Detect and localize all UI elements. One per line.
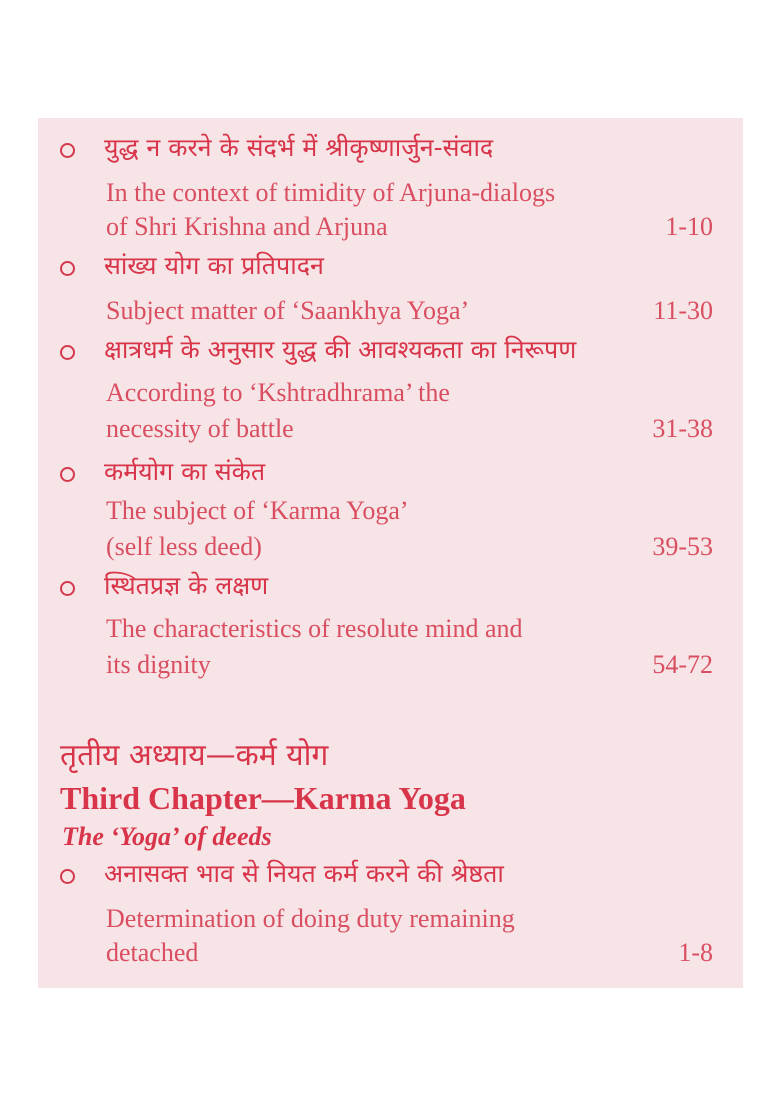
entry-english-title: Subject matter of ‘Saankhya Yoga’ xyxy=(106,296,470,325)
entry-hindi-title: क्षात्रधर्म के अनुसार युद्ध की आवश्यकता का निरूपण xyxy=(104,335,577,364)
entry-page-range: 11-30 xyxy=(653,296,713,325)
entry-english-title: detached xyxy=(106,938,199,967)
entry-hindi-title: स्थितप्रज्ञ के लक्षण xyxy=(104,571,269,600)
entry-hindi-title: कर्मयोग का संकेत xyxy=(104,457,266,486)
entry-english-title: its dignity xyxy=(106,650,211,679)
book-page xyxy=(38,118,743,988)
entry-page-range: 1-8 xyxy=(678,938,713,967)
circle-bullet-icon xyxy=(60,467,75,482)
chapter-english-title: Third Chapter—Karma Yoga xyxy=(60,780,466,816)
chapter-hindi-title: तृतीय अध्याय—कर्म योग xyxy=(60,738,329,773)
entry-english-title: Determination of doing duty remaining xyxy=(106,904,515,933)
entry-english-title: necessity of battle xyxy=(106,414,294,443)
entry-hindi-title: सांख्य योग का प्रतिपादन xyxy=(104,251,324,280)
chapter-subtitle: The ‘Yoga’ of deeds xyxy=(62,822,272,851)
entry-english-title: (self less deed) xyxy=(106,532,262,561)
entry-hindi-title: युद्ध न करने के संदर्भ में श्रीकृष्णार्जुन-संवाद xyxy=(104,133,494,162)
circle-bullet-icon xyxy=(60,143,75,158)
entry-english-title: According to ‘Kshtradhrama’ the xyxy=(106,378,450,407)
entry-english-title: of Shri Krishna and Arjuna xyxy=(106,212,388,241)
entry-english-title: In the context of timidity of Arjuna-dialogs xyxy=(106,178,556,207)
circle-bullet-icon xyxy=(60,345,75,360)
entry-page-range: 54-72 xyxy=(652,650,713,679)
entry-hindi-title: अनासक्त भाव से नियत कर्म करने की श्रेष्ठता xyxy=(104,859,504,888)
entry-page-range: 39-53 xyxy=(652,532,713,561)
entry-english-title: The characteristics of resolute mind and xyxy=(106,614,523,643)
circle-bullet-icon xyxy=(60,869,75,884)
entry-page-range: 1-10 xyxy=(665,212,713,241)
circle-bullet-icon xyxy=(60,581,75,596)
entry-english-title: The subject of ‘Karma Yoga’ xyxy=(106,496,409,525)
entry-page-range: 31-38 xyxy=(652,414,713,443)
circle-bullet-icon xyxy=(60,261,75,276)
